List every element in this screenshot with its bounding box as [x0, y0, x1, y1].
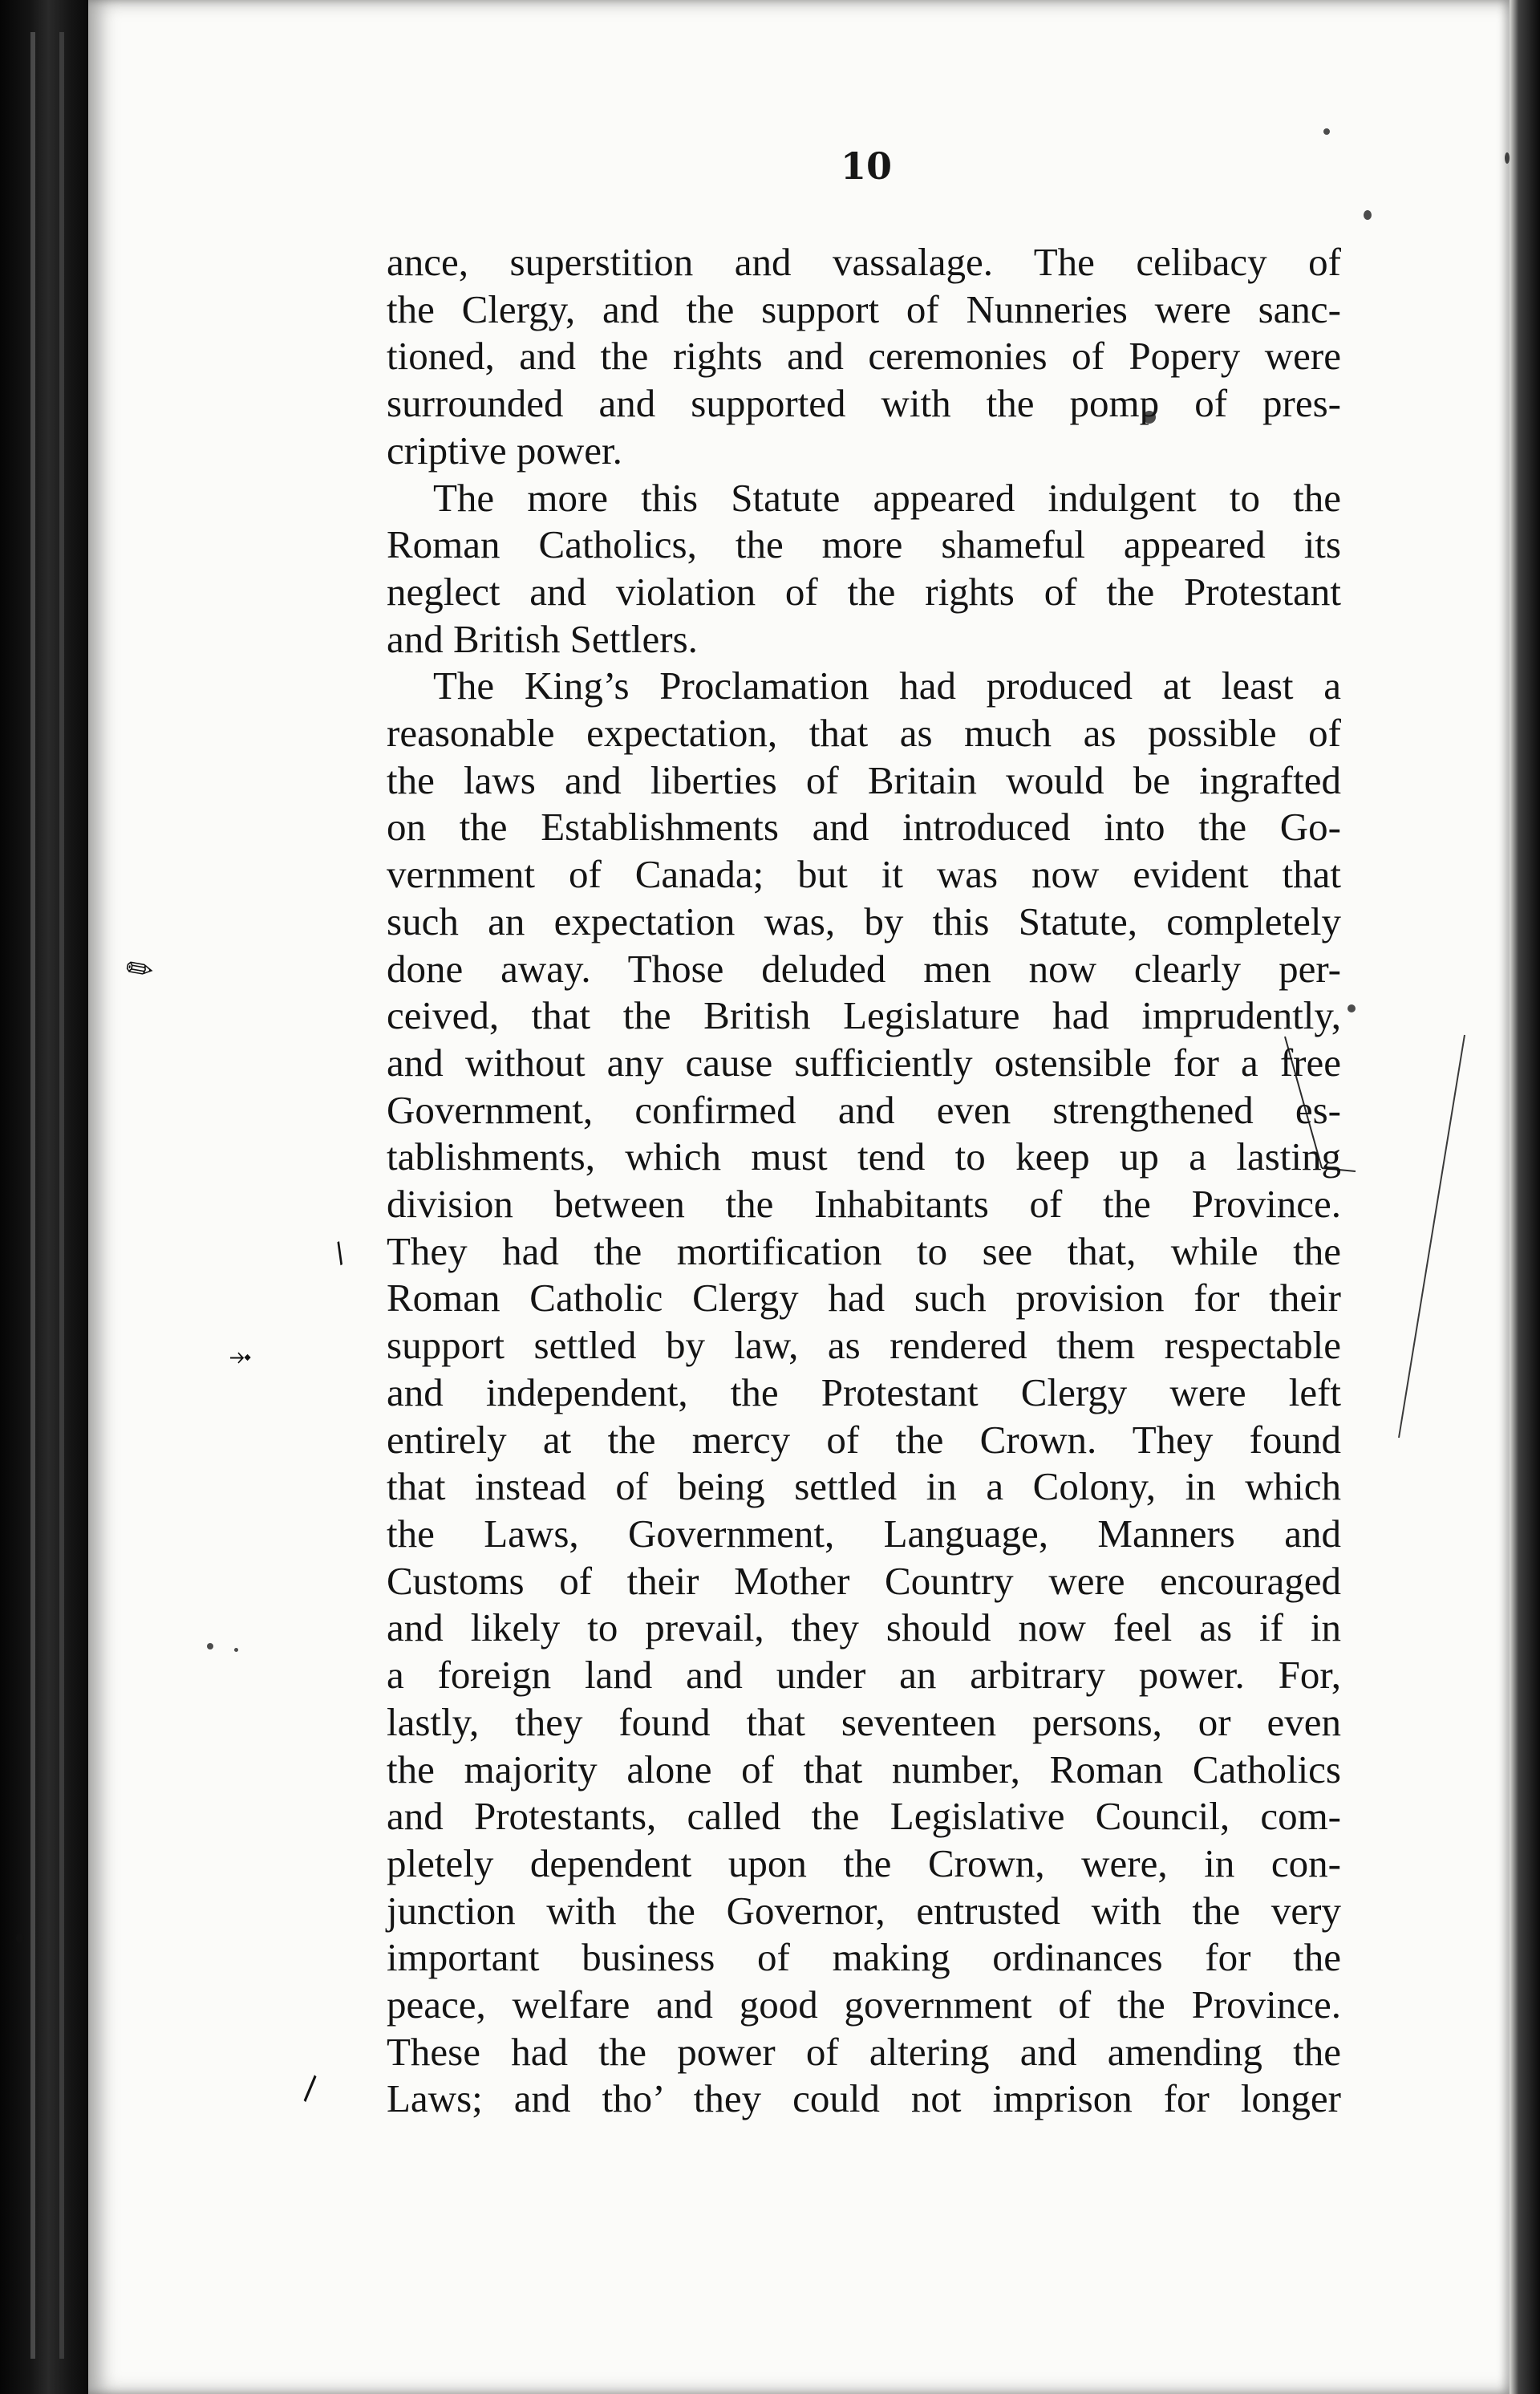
- text-line: junction with the Governor, entrusted with the very: [387, 1888, 1341, 1933]
- text-line: the majority alone of that number, Roman Catholics: [387, 1747, 1341, 1791]
- text-line: The more this Statute appeared indulgent to the: [433, 475, 1341, 520]
- text-line: Laws; and tho’ they could not imprison for longer: [387, 2076, 1341, 2121]
- pencil-stroke: [1399, 1035, 1465, 1438]
- marginal-arrow-mark: ⤞: [229, 1340, 252, 1372]
- text-line: Customs of their Mother Country were encouraged: [387, 1558, 1341, 1603]
- text-line: reasonable expectation, that as much as possible of: [387, 711, 1341, 756]
- text-line: that instead of being settled in a Colony, in which: [387, 1464, 1341, 1509]
- text-line: surrounded and supported with the pomp of pres-: [387, 381, 1341, 426]
- text-line: vernment of Canada; but it was now evident that: [387, 852, 1341, 897]
- text-line: a foreign land and under an arbitrary power. For,: [387, 1653, 1341, 1698]
- text-line: done away. Those deluded men now clearly per-: [387, 946, 1341, 991]
- marginal-slash-mark: /: [329, 1236, 351, 1270]
- text-line: They had the mortification to see that, while the: [387, 1228, 1341, 1273]
- text-line: neglect and violation of the rights of the Protestant: [387, 569, 1341, 614]
- text-line: important business of making ordinances for the: [387, 1935, 1341, 1980]
- text-line: and Protestants, called the Legislative Council, com-: [387, 1794, 1341, 1839]
- text-line: These had the power of altering and amending the: [387, 2029, 1341, 2074]
- text-line: and independent, the Protestant Clergy were left: [387, 1369, 1341, 1414]
- text-line: and likely to prevail, they should now feel as if in: [387, 1605, 1341, 1650]
- text-line: and British Settlers.: [387, 616, 698, 661]
- page-number: 10: [840, 144, 892, 188]
- body-text: [387, 239, 1341, 2123]
- marginal-stroke-mark: \: [294, 2071, 326, 2106]
- text-line: the Laws, Government, Language, Manners and: [387, 1511, 1341, 1556]
- text-line: peace, welfare and good government of the Province.: [387, 1982, 1341, 2027]
- text-line: ance, superstition and vassalage. The celibacy of: [387, 240, 1341, 284]
- text-line: The King’s Proclamation had produced at least a: [433, 663, 1341, 708]
- text-line: division between the Inhabitants of the Province.: [387, 1182, 1341, 1227]
- text-line: Roman Catholic Clergy had such provision for their: [387, 1276, 1341, 1321]
- text-line: Government, confirmed and even strengthened es-: [387, 1087, 1341, 1132]
- text-line: on the Establishments and introduced into the Go-: [387, 805, 1341, 850]
- text-line: ceived, that the British Legislature had imprudently,: [387, 993, 1341, 1038]
- text-line: and without any cause sufficiently ostensible for a free: [387, 1040, 1341, 1085]
- text-line: tioned, and the rights and ceremonies of Popery were: [387, 334, 1341, 379]
- text-line: criptive power.: [387, 428, 622, 473]
- text-line: support settled by law, as rendered them respectable: [387, 1323, 1341, 1368]
- marginal-pencil-mark: ✎: [118, 947, 162, 993]
- text-line: such an expectation was, by this Statute, completely: [387, 899, 1341, 943]
- text-line: the Clergy, and the support of Nunneries were sanc-: [387, 286, 1341, 331]
- text-line: pletely dependent upon the Crown, were, in con-: [387, 1840, 1341, 1885]
- text-line: entirely at the mercy of the Crown. They found: [387, 1417, 1341, 1462]
- text-line: Roman Catholics, the more shameful appeared its: [387, 522, 1341, 567]
- text-line: the laws and liberties of Britain would be ingrafted: [387, 757, 1341, 802]
- text-line: tablishments, which must tend to keep up a lasting: [387, 1134, 1341, 1179]
- text-line: lastly, they found that seventeen persons, or even: [387, 1699, 1341, 1744]
